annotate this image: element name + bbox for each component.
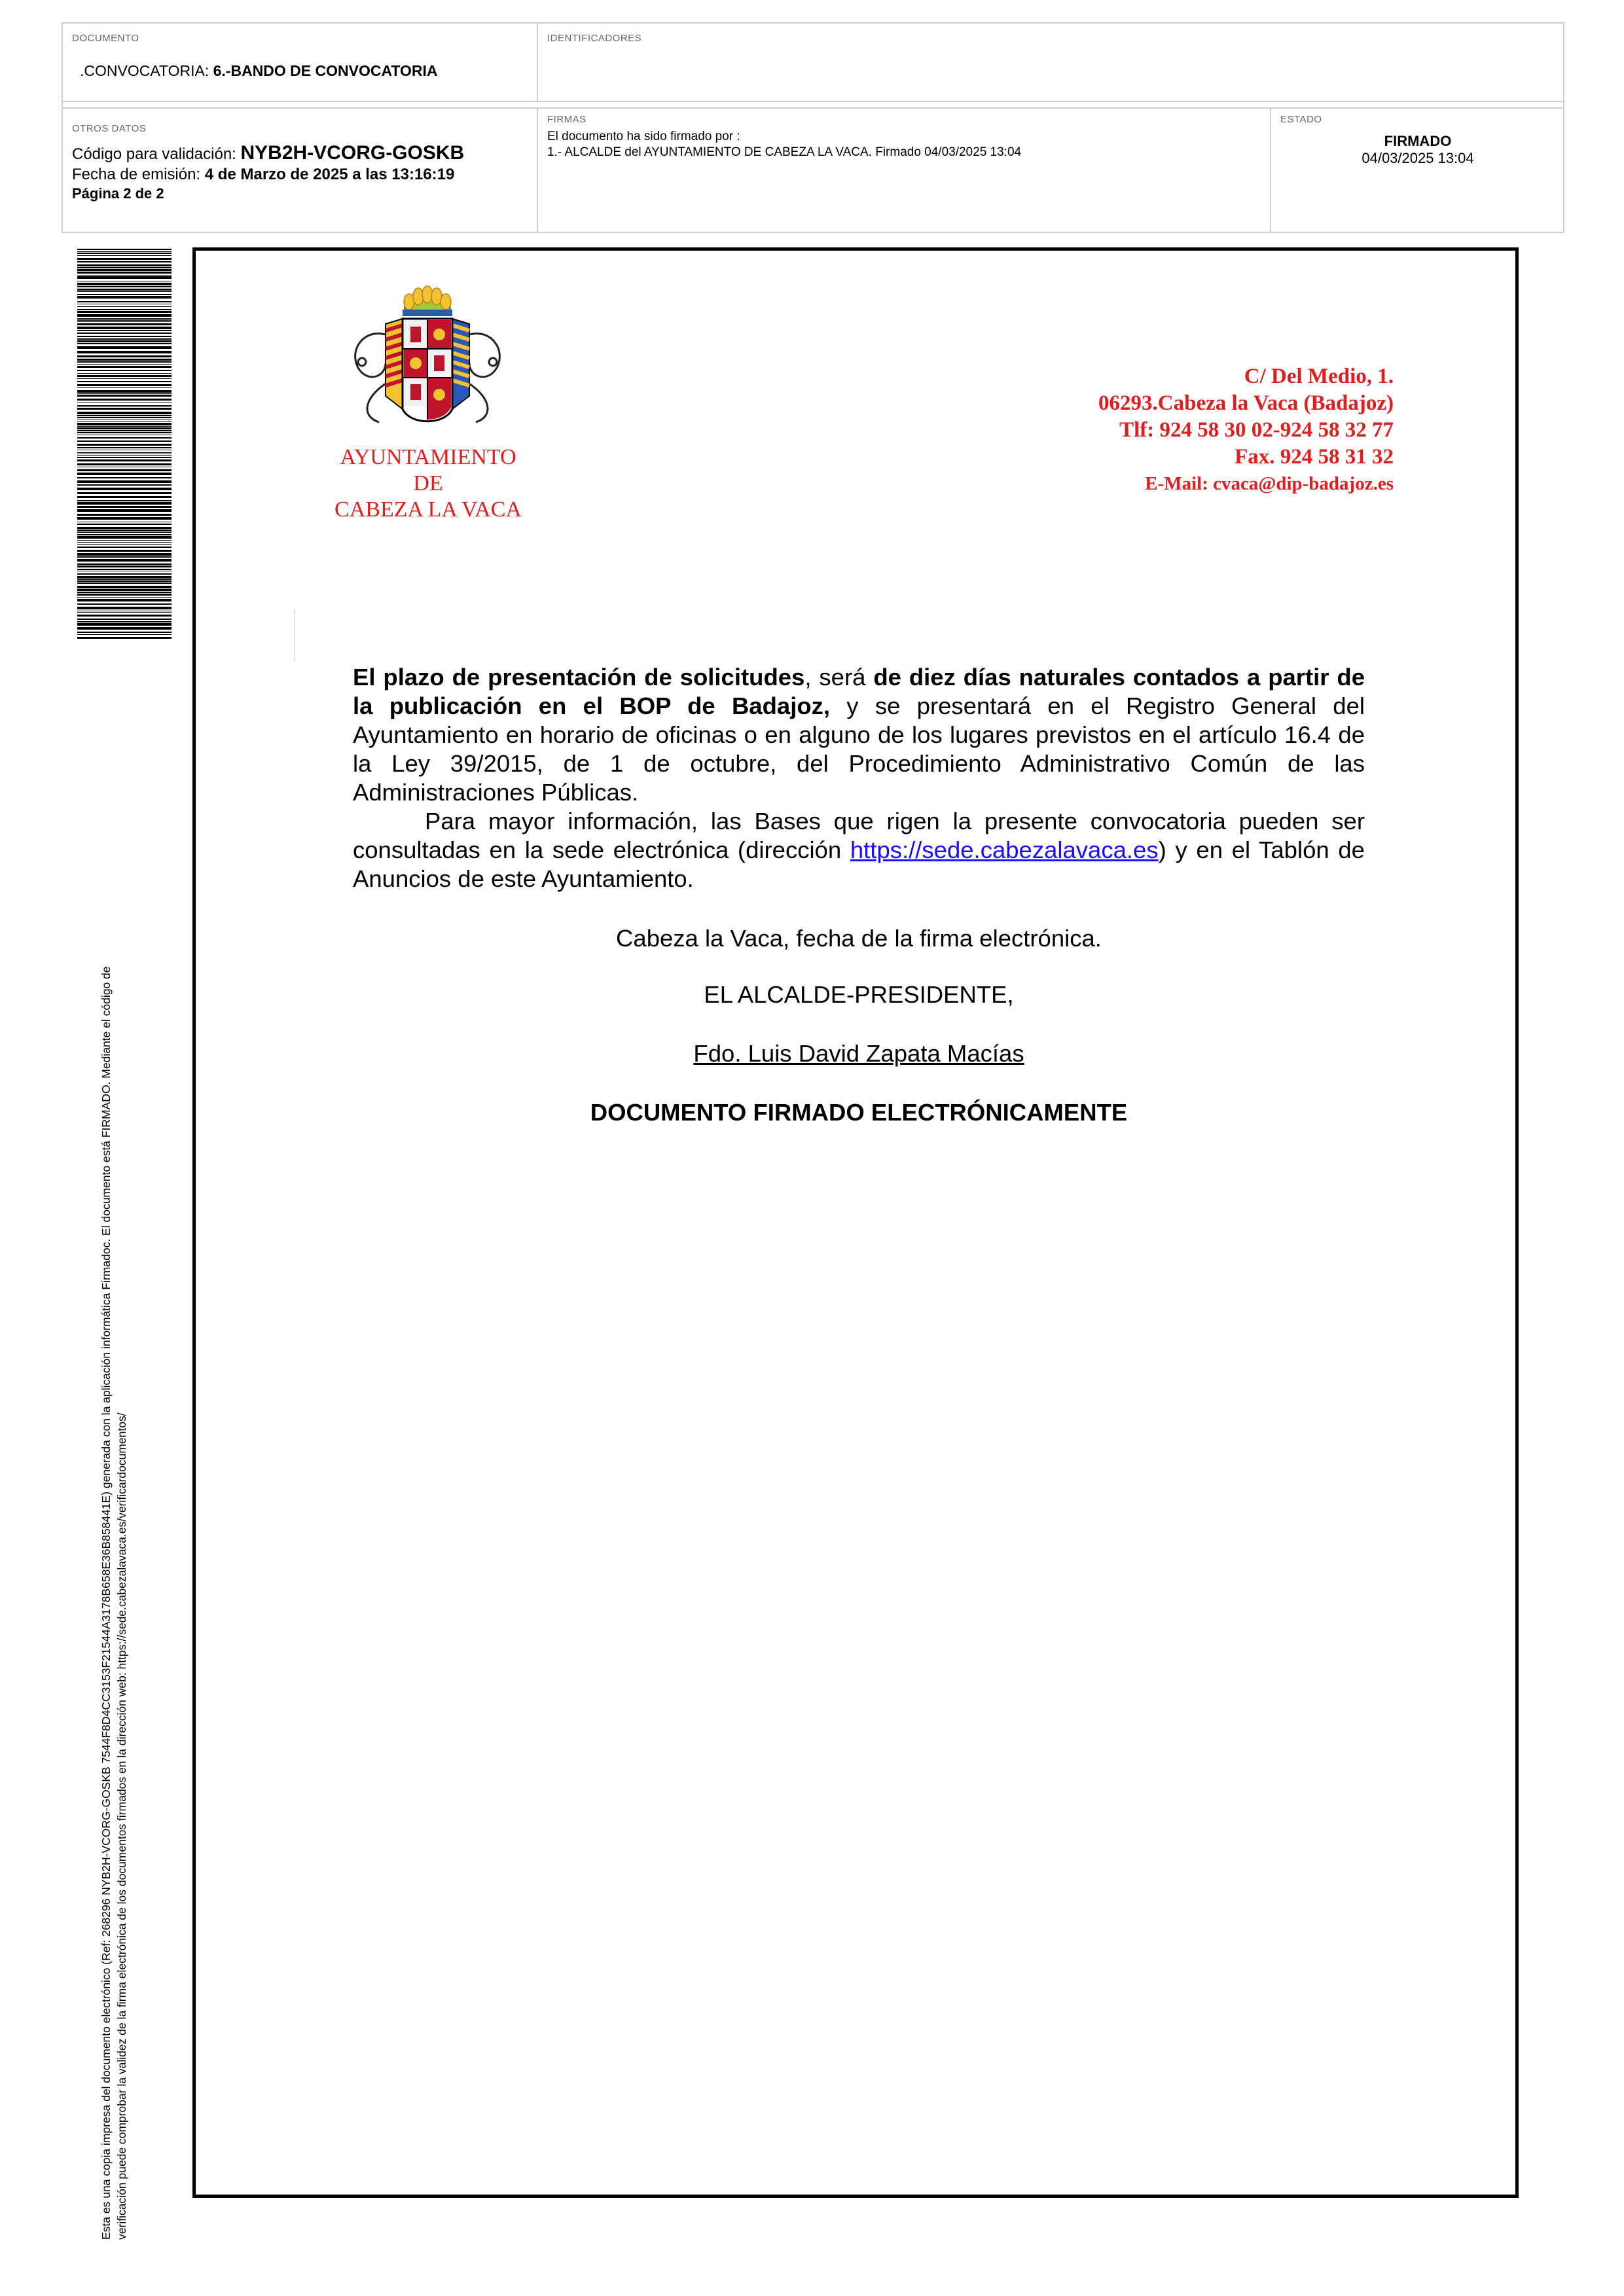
firmas-cell [538,107,1271,233]
paragraph-plazo [353,663,1365,807]
identificadores-cell [538,24,1564,102]
signer-title: EL ALCALDE-PRESIDENTE, [704,981,1014,1008]
info-text-2: ) y en el Tablón de Anuncios de este Ayuntamiento. [353,836,1365,892]
estado-cell [1271,107,1564,233]
estado-label: ESTADO [1280,114,1322,125]
city-line: 06293.Cabeza la Vaca (Badajoz) [1098,391,1394,415]
documento-label: DOCUMENTO [72,33,139,44]
documento-cell [63,24,538,102]
documento-value: 6.-BANDO DE CONVOCATORIA [213,62,438,79]
fecha-label: Fecha de emisión: [72,166,205,183]
documento-title [80,62,528,80]
codigo-label: Código para validación: [72,145,241,163]
fecha-emision [72,166,528,184]
codigo-value: NYB2H-VCORG-GOSKB [240,142,465,164]
signature-date-line: Cabeza la Vaca, fecha de la firma electrónica. [616,925,1102,952]
margin-mark [294,609,295,662]
sede-electronica-link[interactable]: https://sede.cabezalavaca.es [850,836,1159,863]
ayuntamiento-line-3: CABEZA LA VACA [334,497,522,522]
paragraph-informacion [353,807,1365,893]
fax-line: Fax. 924 58 31 32 [1235,445,1394,469]
notice-body [353,663,1365,893]
plazo-heading: El plazo de presentación de solicitudes [353,664,805,691]
identificadores-label: IDENTIFICADORES [547,33,642,44]
documento-prefix: .CONVOCATORIA: [80,62,213,79]
verification-line-2: verificación puede comprobar la validez de la firma electrónica de los documentos firmados en la dirección web: https://sede.cabezalavaca.es/verificardocumentos/ [115,1412,128,2240]
verification-line-1: Esta es una copia impresa del documento electrónico (Ref: 268296 NYB2H-VCORG-GOSKB 7544F8D4CC3153F21544A3178B658E36B858441E) generada con la aplicación informática Firmadoc. El documento está FIRMADO. Mediante el código de [99,966,113,2240]
firmas-line-1: El documento ha sido firmado por : [547,130,740,143]
estado-value: FIRMADO [1384,133,1452,149]
plazo-bold-detail: de diez días naturales contados a partir de la publicación en el BOP de Badajoz, [353,664,1365,719]
document-metadata-header [62,22,1564,233]
info-text-1: Para mayor información, las Bases que rigen la presente convocatoria pueden ser consultadas en la sede electrónica (dirección [353,808,1365,863]
fecha-value: 4 de Marzo de 2025 a las 13:16:19 [204,166,455,183]
otros-datos-label: OTROS DATOS [72,123,147,134]
verification-side-text [98,695,130,2240]
electronic-signature-notice: DOCUMENTO FIRMADO ELECTRÓNICAMENTE [590,1099,1128,1126]
ayuntamiento-name [300,444,556,523]
ayuntamiento-line-1: AYUNTAMIENTO [340,445,516,469]
signer-name-text: Fdo. Luis David Zapata Macías [693,1040,1024,1067]
email-line: E-Mail: cvaca@dip-badajoz.es [1145,473,1394,494]
plazo-text-1: , será [804,664,874,691]
phone-line: Tlf: 924 58 30 02-924 58 32 77 [1119,418,1394,442]
ayuntamiento-line-2: DE [413,471,443,495]
coat-of-arms-logo [340,285,515,442]
barcode-image [77,249,171,639]
signer-name [353,1040,1365,1067]
firmas-label: FIRMAS [547,114,586,125]
address-line: C/ Del Medio, 1. [1244,365,1394,388]
firmas-line-2: 1.- ALCALDE del AYUNTAMIENTO DE CABEZA LA VACA. Firmado 04/03/2025 13:04 [547,145,1022,159]
estado-date: 04/03/2025 13:04 [1362,150,1474,166]
pagina-indicator: Página 2 de 2 [72,185,164,202]
document-page-frame [192,247,1519,2198]
contact-address-block [1098,363,1394,497]
otros-datos-cell [63,107,538,233]
codigo-validacion [72,142,528,164]
plazo-text-2: y se presentará en el Registro General del Ayuntamiento en horario de oficinas o en alguno de los lugares previstos en el artículo 16.4 de la Ley 39/2015, de 1 de octubre, del Procedimiento Administrativo Común de las Administraciones Públicas. [353,692,1365,806]
